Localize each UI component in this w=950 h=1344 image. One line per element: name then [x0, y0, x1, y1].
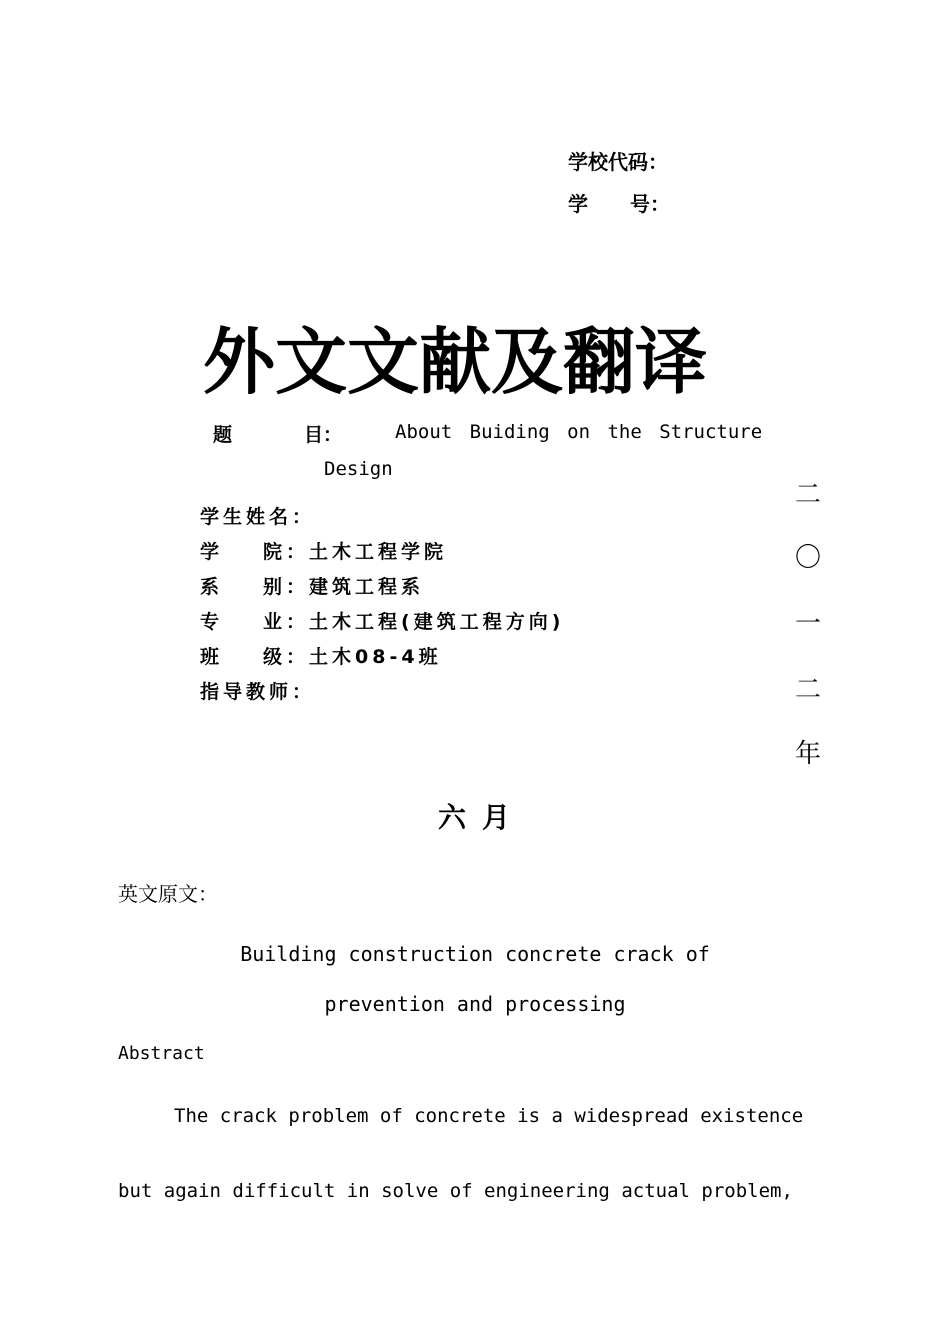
advisor-row	[200, 677, 315, 704]
abstract-paragraph-line2: but again difficult in solve of engineering actual problem,	[118, 1180, 793, 1202]
school-code-label: 学校代码：	[568, 150, 668, 174]
vertical-date-char: 二	[794, 480, 821, 510]
english-title-line2: prevention and processing	[324, 992, 626, 1016]
topic-value-line1: About Buiding on the Structure	[395, 421, 763, 443]
month-label: 六月	[438, 801, 527, 834]
advisor-label: 指导教师：	[200, 681, 316, 703]
college-row: 学 院：土木工程学院	[200, 541, 448, 563]
major-row: 专 业：土木工程(建筑工程方向)	[200, 611, 565, 633]
english-title-line1: Building construction concrete crack of	[240, 942, 710, 966]
student-name-row	[200, 502, 315, 529]
department-value: 建筑工程系	[309, 576, 425, 598]
student-name-label: 学生姓名：	[200, 506, 316, 528]
topic-label: 题 目：	[213, 424, 343, 446]
vertical-date-char: 〇	[794, 543, 821, 573]
department-row: 系 别：建筑工程系	[200, 576, 425, 598]
student-number-label: 学 号：	[568, 192, 670, 216]
class-value: 土木08-4班	[309, 646, 442, 668]
abstract-heading: Abstract	[118, 1043, 205, 1064]
college-value: 土木工程学院	[309, 541, 448, 563]
vertical-date-char: 一	[794, 609, 821, 639]
abstract-paragraph-line1: The crack problem of concrete is a widespread existence	[174, 1105, 804, 1127]
major-value: 土木工程(建筑工程方向)	[309, 611, 565, 633]
original-text-label: 英文原文：	[118, 882, 218, 906]
vertical-date-char: 二	[794, 675, 821, 705]
topic-value-line2: Design	[324, 458, 393, 480]
vertical-date-char: 年	[794, 739, 821, 769]
class-row: 班 级：土木08-4班	[200, 646, 442, 668]
document-title: 外文文献及翻译	[203, 320, 708, 404]
